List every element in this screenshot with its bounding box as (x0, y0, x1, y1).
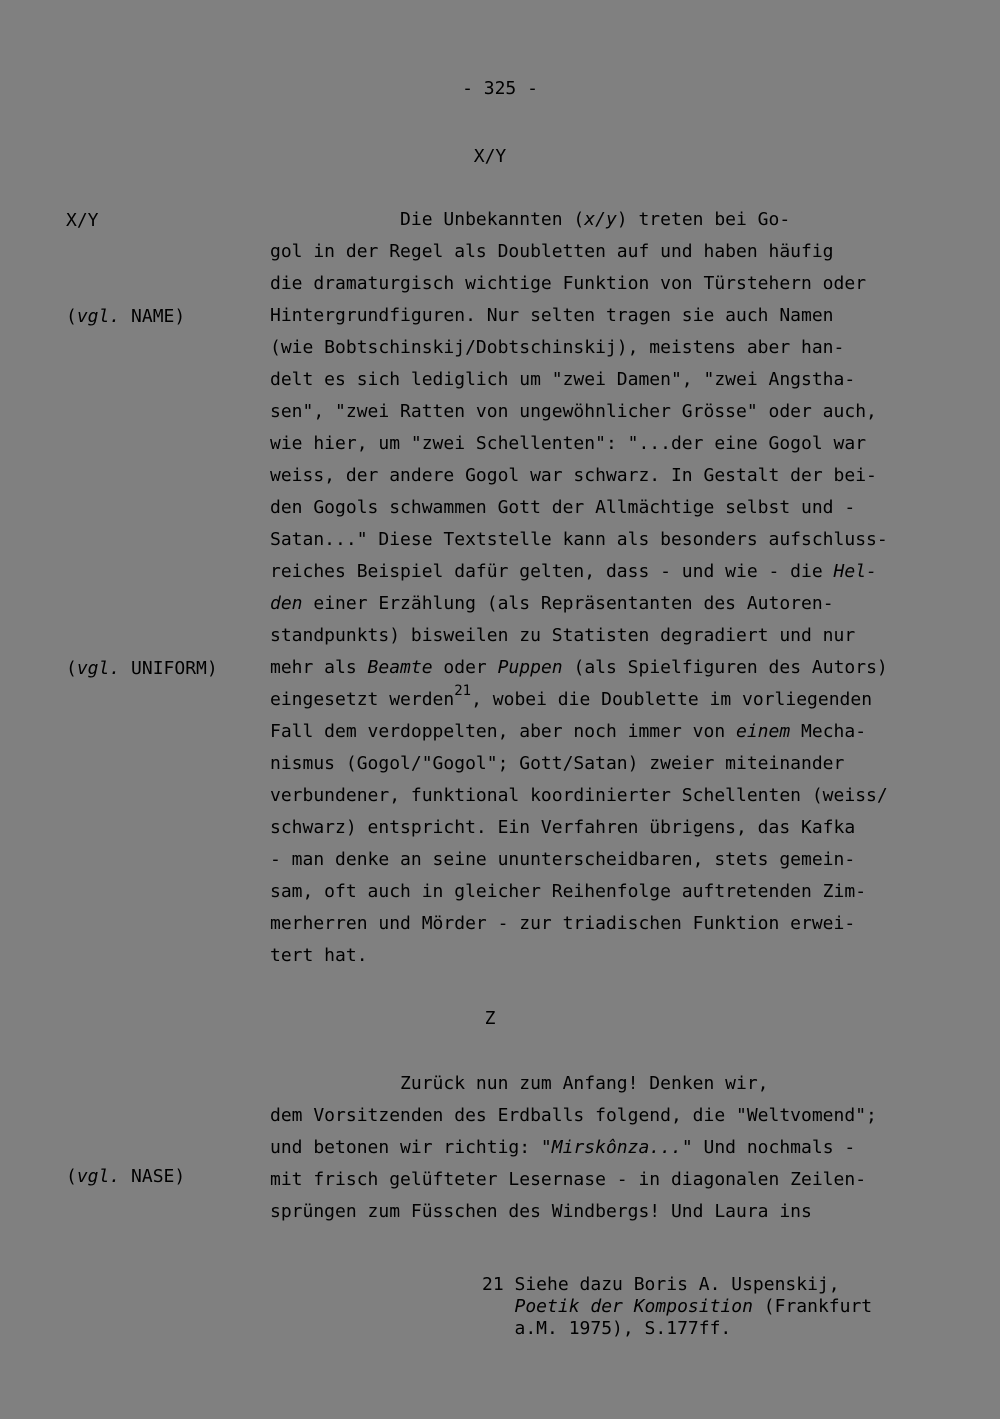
margin-note-vgl: vgl. (76, 1166, 121, 1187)
body-line: sen", "zwei Ratten von ungewöhnlicher Grösse" oder auch, (270, 401, 877, 422)
body-line: Hintergrundfiguren. Nur selten tragen sie auch Namen (270, 305, 834, 326)
body-line: Die Unbekannten (x/y) treten bei Go- (270, 209, 791, 230)
body-line: eingesetzt werden$^{21}$, wobei die Doublette im vorliegenden (270, 683, 873, 710)
margin-note-nase: (vgl. NASE) (66, 1166, 186, 1187)
body-line: schwarz) entspricht. Ein Verfahren übrigens, das Kafka (270, 817, 856, 838)
body-line: merherren und Mörder - zur triadischen Funktion erwei- (270, 913, 856, 934)
body-line: delt es sich lediglich um "zwei Damen", "zwei Angstha- (270, 369, 856, 390)
margin-label-xy: X/Y (66, 210, 99, 231)
body-line: weiss, der andere Gogol war schwarz. In Gestalt der bei- (270, 465, 877, 486)
body-line: die dramaturgisch wichtige Funktion von Türstehern oder (270, 273, 867, 294)
margin-note-vgl: vgl. (76, 306, 121, 327)
body-line: sam, oft auch in gleicher Reihenfolge auftretenden Zim- (270, 881, 867, 902)
body-line: Satan..." Diese Textstelle kann als besonders aufschluss- (270, 529, 888, 550)
body-line: mehr als Beamte oder Puppen (als Spielfiguren des Autors) (270, 657, 888, 678)
margin-note-vgl: vgl. (76, 658, 121, 679)
body-line: gol in der Regel als Doubletten auf und haben häufig (270, 241, 834, 262)
body-line: Fall dem verdoppelten, aber noch immer von einem Mecha- (270, 721, 867, 742)
footnote-line: 21 Siehe dazu Boris A. Uspenskij, (482, 1274, 840, 1295)
margin-note-name: (vgl. NAME) (66, 306, 186, 327)
body-line: den Gogols schwammen Gott der Allmächtige selbst und - (270, 497, 856, 518)
footnote-line: Poetik der Komposition (Frankfurt (482, 1296, 873, 1317)
footnote-ref: 21 (454, 683, 472, 699)
margin-note-text: UNIFORM) (120, 658, 218, 679)
body-line: standpunkts) bisweilen zu Statisten degradiert und nur (270, 625, 856, 646)
body-line: tert hat. (270, 945, 368, 966)
body-line: - man denke an seine ununterscheidbaren, stets gemein- (270, 849, 856, 870)
body-line: verbundener, funktional koordinierter Schellenten (weiss/ (270, 785, 888, 806)
body-line: wie hier, um "zwei Schellenten": "...der eine Gogol war (270, 433, 867, 454)
section-heading-xy: X/Y (473, 146, 507, 167)
body-line: mit frisch gelüfteter Lesernase - in diagonalen Zeilen- (270, 1169, 867, 1190)
section-heading-z: Z (484, 1008, 496, 1029)
margin-note-text: NAME) (120, 306, 186, 327)
body-line: reiches Beispiel dafür gelten, dass - und wie - die Hel- (270, 561, 877, 582)
body-line: den einer Erzählung (als Repräsentanten des Autoren- (270, 593, 834, 614)
footnote-line: a.M. 1975), S.177ff. (482, 1318, 732, 1339)
body-line: (wie Bobtschinskij/Dobtschinskij), meistens aber han- (270, 337, 845, 358)
margin-note-uniform: (vgl. UNIFORM) (66, 658, 218, 679)
body-line: dem Vorsitzenden des Erdballs folgend, die "Weltvomend"; (270, 1105, 877, 1126)
body-line: Zurück nun zum Anfang! Denken wir, (270, 1073, 769, 1094)
page-number: - 325 - (462, 78, 538, 99)
body-line: und betonen wir richtig: "Mirskônza..." Und nochmals - (270, 1137, 856, 1158)
body-line: nismus (Gogol/"Gogol"; Gott/Satan) zweier miteinander (270, 753, 845, 774)
body-line: sprüngen zum Füsschen des Windbergs! Und Laura ins (270, 1201, 812, 1222)
margin-note-text: NASE) (120, 1166, 186, 1187)
